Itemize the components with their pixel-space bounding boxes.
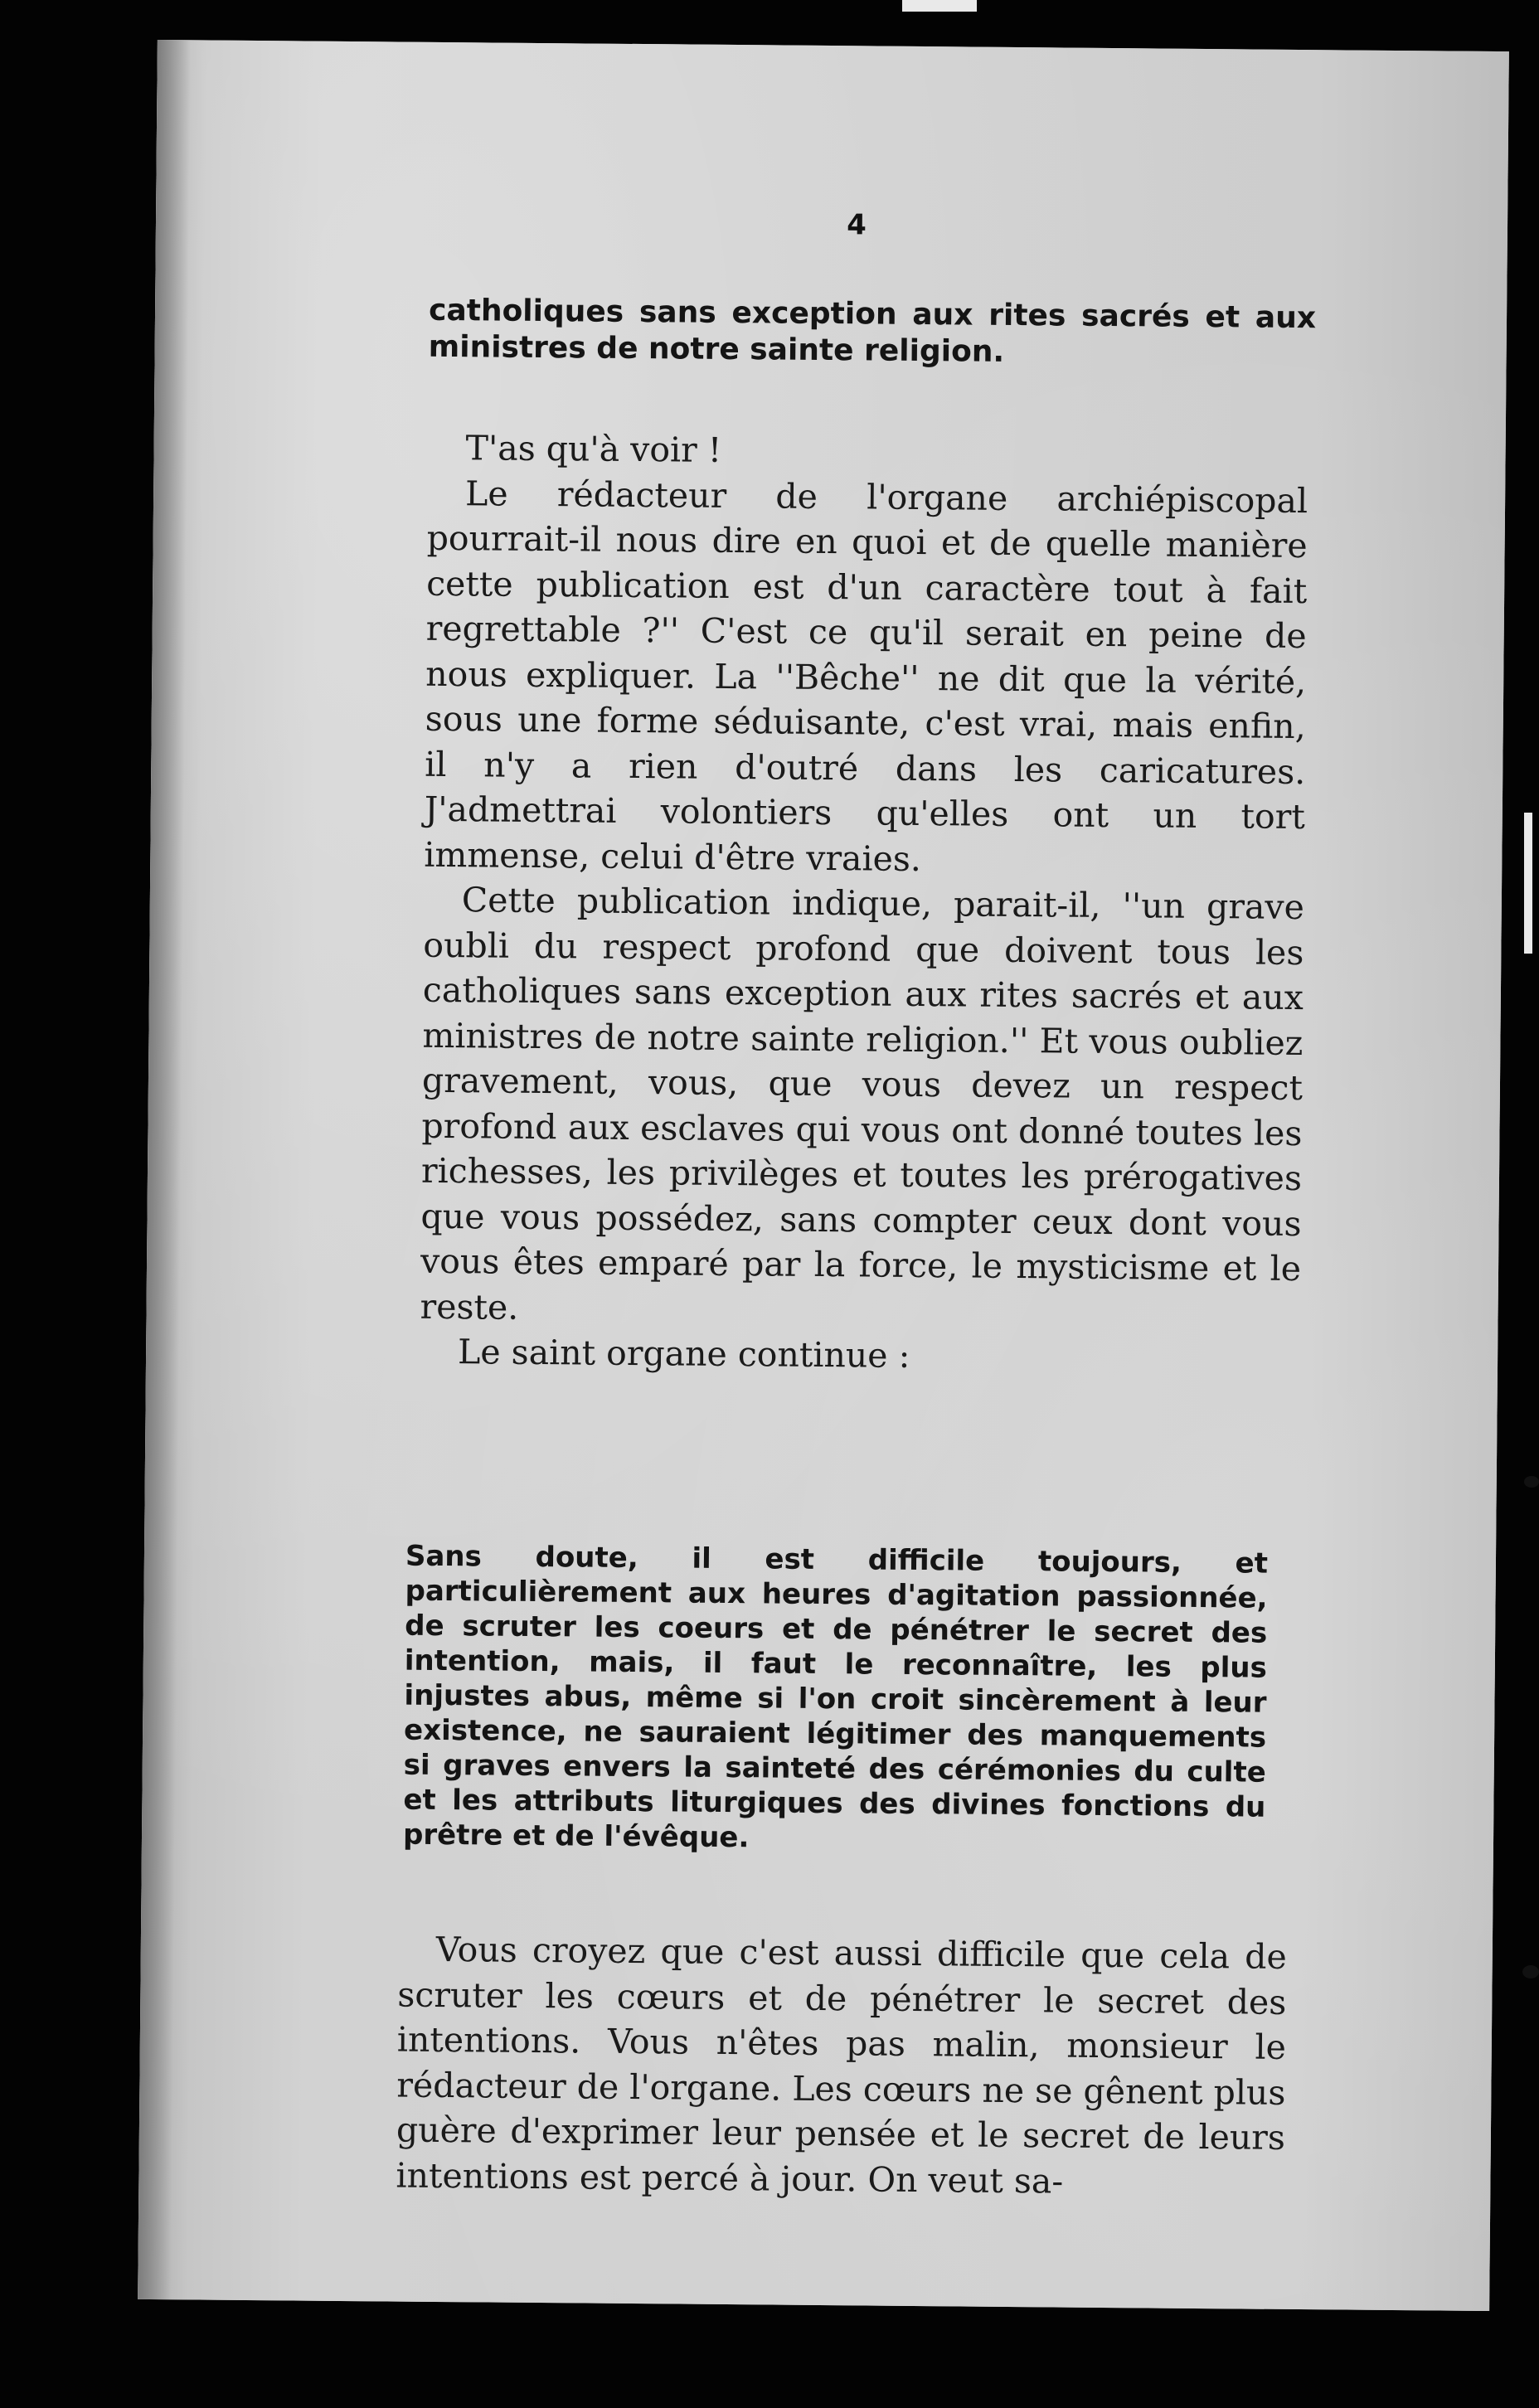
quote-continuation: catholiques sans exception aux rites sacrés et aux ministres de notre sainte religion. (428, 293, 1317, 369)
paragraph: Vous croyez que c'est aussi difficile que cela de scruter les cœurs et de pénétrer le secret des intentions. Vous n'êtes pas malin, monsieur le rédacteur de l'organe. Les cœurs ne se gênent plus guère d'exprimer leur pensée et le secret de leurs intentions est percé à jour. On veut sa- (396, 1929, 1288, 2202)
paragraph: Cette publication indique, parait-il, ''un grave oubli du respect profond que doivent tous les catholiques sans exception aux rites sacrés et aux ministres de notre sainte religion.'' Et vous oubliez gravement, vous, que vous devez un respect profond aux esclaves qui vous ont donné toutes les richesses, les privilèges et toutes les prérogatives que vous possédez, sans compter ceux dont vous vous êtes emparé par la force, le mysticisme et le reste. (420, 880, 1305, 1328)
page-number: 4 (846, 208, 867, 242)
document-page (138, 40, 1509, 2311)
body-text-section-2 (396, 1927, 1287, 2206)
paragraph: Le rédacteur de l'organe archiépiscopal pourrait-il nous dire en quoi et de quelle manière cette publication est d'un caractère tout à fait regrettable ?'' C'est ce qu'il serait en peine de nous expliquer. La ''Bêche'' ne dit que la vérité, sous une forme séduisante, c'est vrai, mais enfin, il n'y a rien d'outré dans les caricatures. J'admettrai volontiers qu'elles ont un tort immense, celui d'être vraies. (424, 473, 1308, 879)
paragraph: T'as qu'à voir ! (465, 428, 722, 470)
body-text-section-1 (420, 425, 1308, 1382)
scan-edge-mark (1524, 813, 1532, 954)
quoted-passage: Sans doute, il est difficile toujours, et particulièrement aux heures d'agitation passionnée, de scruter les coeurs et de pénétrer le secret des intention, mais, il faut le reconnaître, les plus injustes abus, même si l'on croit sincèrement à leur existence, ne sauraient légitimer des manquements si graves envers la sainteté des cérémonies du culte et les attributs liturgiques des divines fonctions du prêtre et de l'évêque. (402, 1539, 1269, 1855)
page-shadow-edge (138, 40, 191, 2299)
paragraph: Le saint organe continue : (457, 1332, 910, 1376)
scan-speck (1522, 1965, 1539, 1978)
scan-edge-mark (902, 0, 977, 12)
scan-speck (1524, 1476, 1539, 1488)
